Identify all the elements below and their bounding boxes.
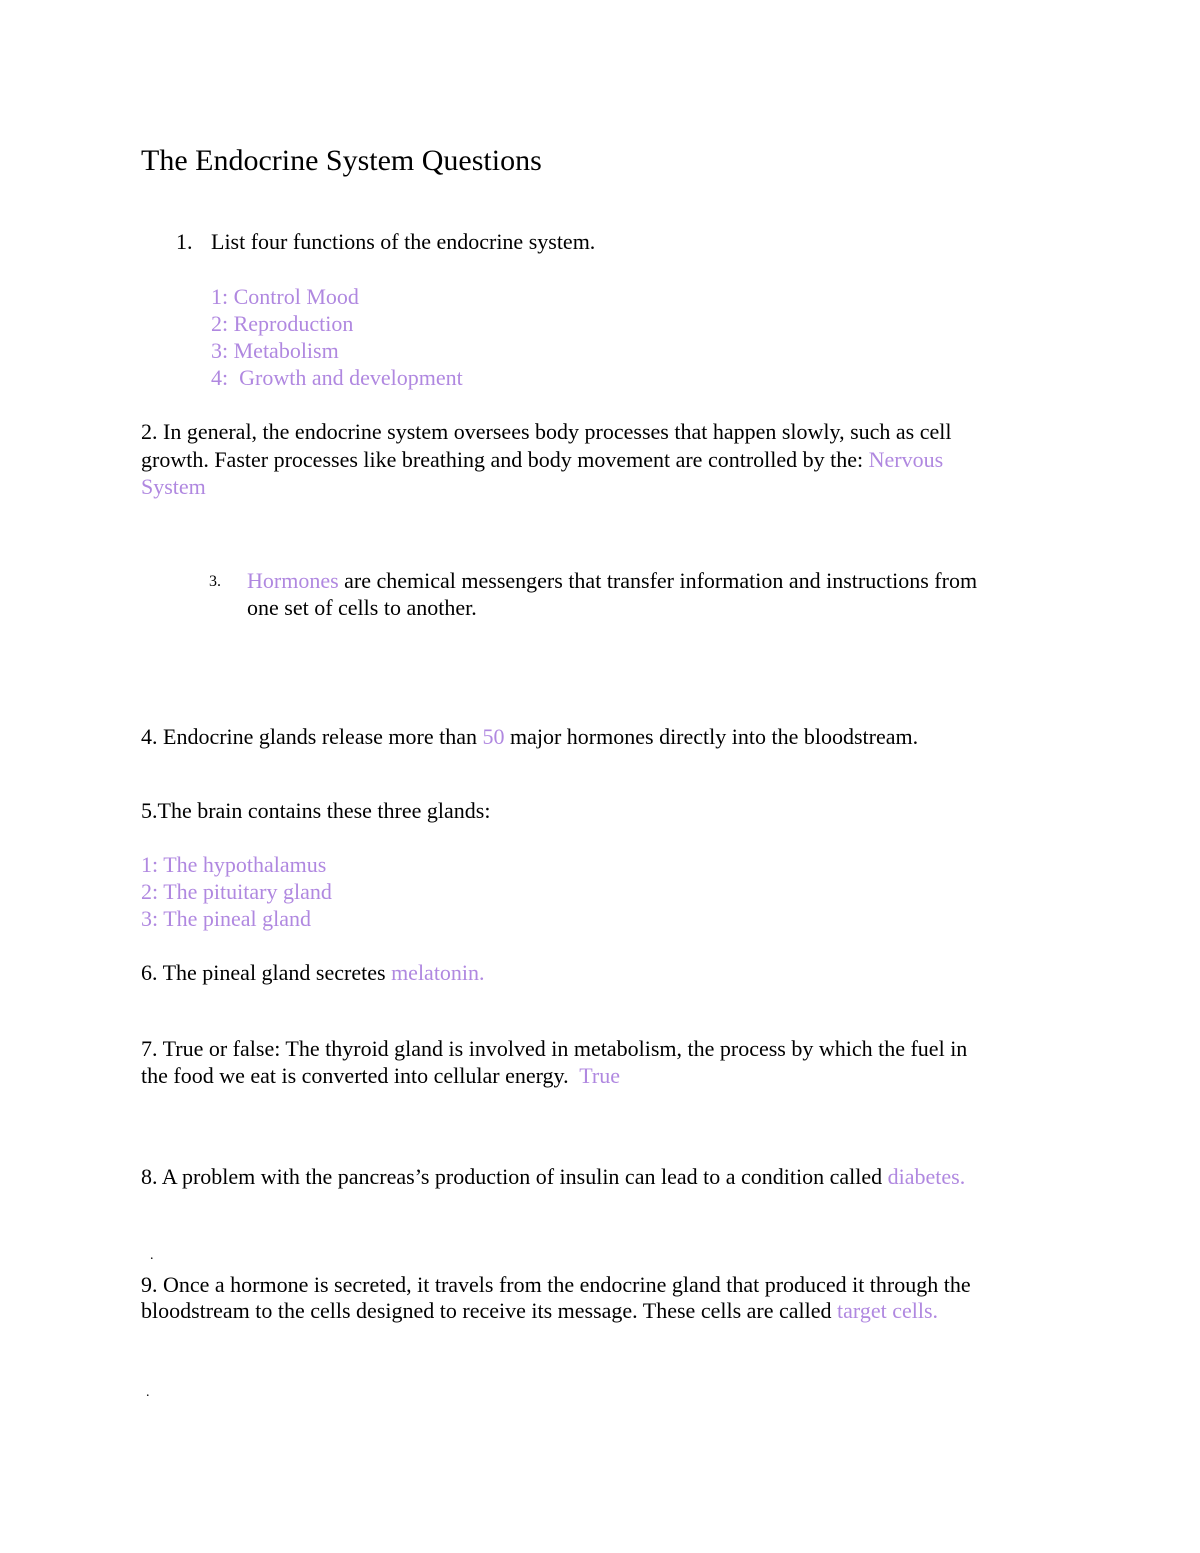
question-9-line-2 — [141, 1297, 938, 1324]
question-4-text-end: major hormones directly into the bloodstream. — [504, 724, 919, 749]
question-2-answer: Nervous — [868, 447, 944, 472]
question-8 — [141, 1163, 965, 1190]
question-4 — [141, 723, 918, 750]
question-8-answer: diabetes — [887, 1164, 960, 1189]
question-2-text: growth. Faster processes like breathing and body movement are controlled by the: — [141, 447, 869, 472]
question-3-number: 3. — [209, 573, 221, 590]
question-3-answer: Hormones — [247, 568, 339, 593]
question-7-line-2 — [141, 1062, 620, 1089]
question-2-line-1: 2. In general, the endocrine system oversees body processes that happen slowly, such as cell — [141, 419, 952, 444]
question-3-line-2: one set of cells to another. — [247, 595, 477, 620]
question-5-answer-2: 2: The pituitary gland — [141, 879, 332, 904]
question-8-period: . — [959, 1164, 966, 1189]
question-1-answer-1: 1: Control Mood — [211, 284, 359, 309]
question-5-text: 5.The brain contains these three glands: — [141, 798, 491, 823]
question-3-text: are chemical messengers that transfer information and instructions from — [338, 568, 978, 593]
question-7-text: the food we eat is converted into cellular energy. — [141, 1063, 580, 1088]
question-6 — [141, 959, 485, 986]
question-3-line-1 — [247, 567, 977, 594]
question-1-number: 1. — [176, 229, 193, 254]
question-1-answer-2: 2: Reproduction — [211, 311, 354, 336]
page-title: The Endocrine System Questions — [141, 144, 542, 177]
question-2-answer-continued: System — [141, 474, 206, 499]
question-1-text: List four functions of the endocrine system. — [211, 229, 596, 254]
question-4-text: 4. Endocrine glands release more than — [141, 724, 483, 749]
question-8-text: 8. A problem with the pancreas’s production of insulin can lead to a condition called — [141, 1164, 888, 1189]
question-6-period: . — [479, 960, 485, 985]
question-9-line-1: 9. Once a hormone is secreted, it travels from the endocrine gland that produced it through the — [141, 1272, 971, 1297]
question-5-answer-1: 1: The hypothalamus — [141, 852, 327, 877]
question-9-text: bloodstream to the cells designed to receive its message. These cells are called — [141, 1298, 838, 1323]
question-6-text: 6. The pineal gland secretes — [141, 960, 392, 985]
question-6-answer: melatonin — [391, 960, 480, 985]
question-7-line-1: 7. True or false: The thyroid gland is involved in metabolism, the process by which the fuel in — [141, 1036, 968, 1061]
question-7-answer: True — [579, 1063, 620, 1088]
question-1-answer-3: 3: Metabolism — [211, 338, 339, 363]
question-1-answer-4: 4: Growth and development — [211, 365, 463, 390]
question-2-line-2 — [141, 446, 943, 473]
question-4-answer: 50 — [482, 724, 505, 749]
question-9-answer: target cells. — [837, 1298, 939, 1323]
stray-dot: . — [146, 1385, 150, 1400]
stray-dot: . — [150, 1248, 154, 1263]
question-5-answer-3: 3: The pineal gland — [141, 906, 312, 931]
